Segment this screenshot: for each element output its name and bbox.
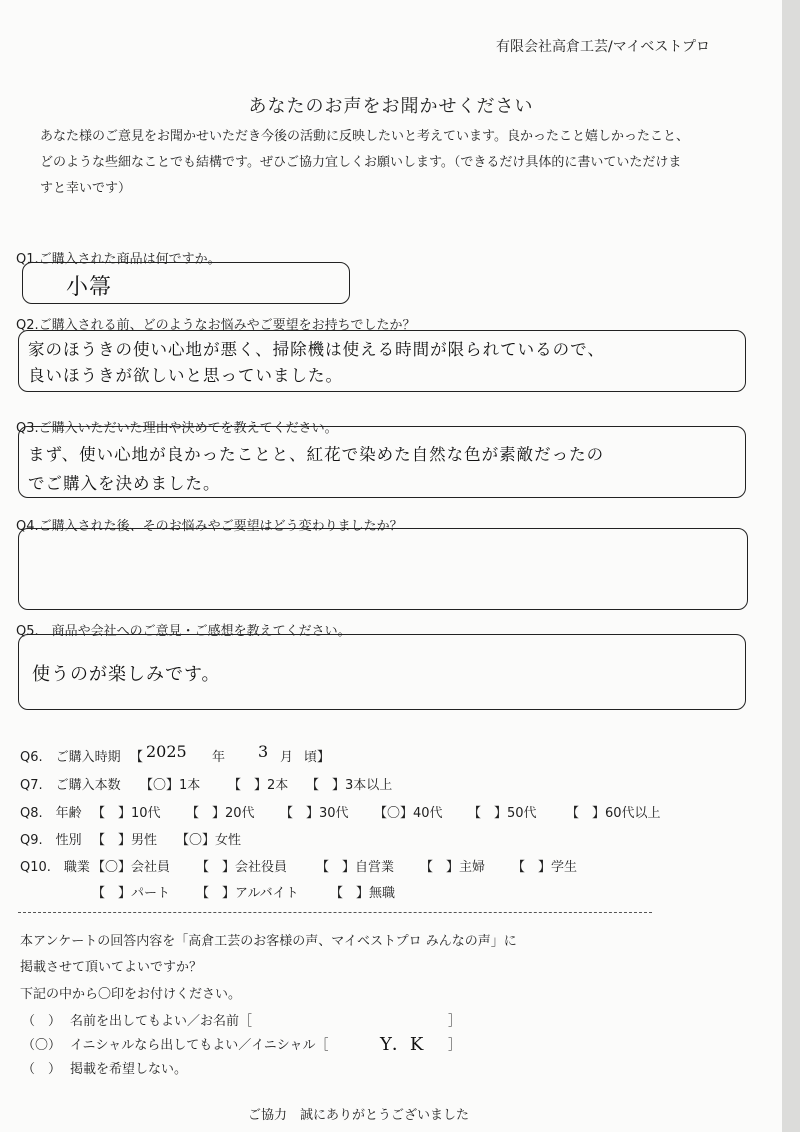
q9-label: Q9. 性別 [20,833,82,848]
q5-answer: 使うのが楽しみです。 [32,664,221,685]
consent-opt1-close: ］ [448,1014,462,1029]
consent-opt2-mark[interactable]: （〇） [22,1038,62,1053]
consent-opt1-label: 名前を出してもよい／お名前［ [70,1014,253,1029]
intro-line: どのような些細なことでも結構です。ぜひご協力宜しくお願いします。（できるだけ具体的に書いていただけま [40,155,682,170]
q4-answer-box[interactable] [18,528,748,610]
q8-option[interactable]: 【 】10代 [92,806,161,821]
consent-line2: 掲載させて頂いてよいですか？ [20,960,203,975]
q3-answer-line: まず、使い心地が良かったことと、紅花で染めた自然な色が素敵だったの [28,445,605,464]
q8-option[interactable]: 【 】20代 [186,806,255,821]
intro-line: すと幸いです） [40,181,132,196]
q7-option[interactable]: 【 】2本 [228,778,289,793]
q8-option[interactable]: 【 】50代 [468,806,537,821]
q2-label: Q2.ご購入される前、どのようなお悩みやご要望をお持ちでしたか？ [16,318,416,333]
consent-line3: 下記の中から〇印をお付けください。 [20,987,242,1002]
q3-label: Q3.ご購入いただいた理由や決めてを教えてください。 [16,421,338,436]
q8-label: Q8. 年齢 [20,806,82,821]
consent-line1: 本アンケートの回答内容を「高倉工芸のお客様の声、マイベストプロ みんなの声」に [20,934,517,949]
q10-option[interactable]: 【 】アルバイト [196,886,299,901]
scan-edge [782,0,800,1132]
q8-option[interactable]: 【 】30代 [280,806,349,821]
q10-option[interactable]: 【 】主婦 [420,860,486,875]
q5-label: Q5. 商品や会社へのご意見・ご感想を教えてください。 [16,624,351,639]
q10-option[interactable]: 【 】会社役員 [196,860,288,875]
q9-option[interactable]: 【 】男性 [92,833,158,848]
footer-partial: ご協力 誠にありがとうございました [248,1108,470,1123]
q10-option[interactable]: 【 】無職 [330,886,396,901]
q7-label: Q7. ご購入本数 [20,778,121,793]
consent-opt3-label: 掲載を希望しない。 [70,1062,188,1077]
intro-line: あなた様のご意見をお聞かせいただき今後の活動に反映したいと考えています。良かったこと嬉しかったこと、 [40,129,689,144]
dashed-separator [18,912,652,913]
q6-open-bracket: 【 [130,750,144,765]
q10-option[interactable]: 【 】自営業 [316,860,395,875]
intro-text [40,124,760,202]
q6-tail: 頃】 [304,750,331,765]
consent-opt2-close: ］ [448,1038,462,1053]
q10-option[interactable]: 【〇】会社員 [92,860,171,875]
q8-option[interactable]: 【〇】40代 [374,806,443,821]
q7-option[interactable]: 【〇】1本 [140,778,201,793]
company-name: 有限会社高倉工芸/マイベストプロ [496,39,711,55]
q9-option[interactable]: 【〇】女性 [176,833,242,848]
q6-year-unit: 年 [212,750,226,765]
page-title: あなたのお声をお聞かせください [248,96,534,117]
q10-label: Q10. 職業 [20,860,90,875]
q1-label: Q1.ご購入された商品は何ですか。 [16,252,221,267]
q2-answer-line: 家のほうきの使い心地が悪く、掃除機は使える時間が限られているので、 [28,340,605,359]
q7-option[interactable]: 【 】3本以上 [306,778,393,793]
q6-year[interactable]: 2025 [146,742,187,761]
q6-month[interactable]: 3 [258,742,269,761]
consent-opt1-mark[interactable]: （ ） [22,1014,62,1029]
q1-answer: 小箒 [66,275,113,300]
q4-label: Q4.ご購入された後、そのお悩みやご要望はどう変わりましたか？ [16,519,403,534]
q2-answer-line: 良いほうきが欲しいと思っていました。 [28,366,343,385]
consent-opt2-value[interactable]: Y．K [380,1034,424,1055]
q6-label: Q6. ご購入時期 [20,750,121,765]
q3-answer-line: でご購入を決めました。 [28,474,221,493]
q6-month-unit: 月 [280,750,294,765]
q10-option[interactable]: 【 】学生 [512,860,578,875]
consent-opt3-mark[interactable]: （ ） [22,1062,62,1077]
q10-option[interactable]: 【 】パート [92,886,171,901]
consent-opt2-label: イニシャルなら出してもよい／イニシャル［ [70,1038,329,1053]
q8-option[interactable]: 【 】60代以上 [566,806,661,821]
